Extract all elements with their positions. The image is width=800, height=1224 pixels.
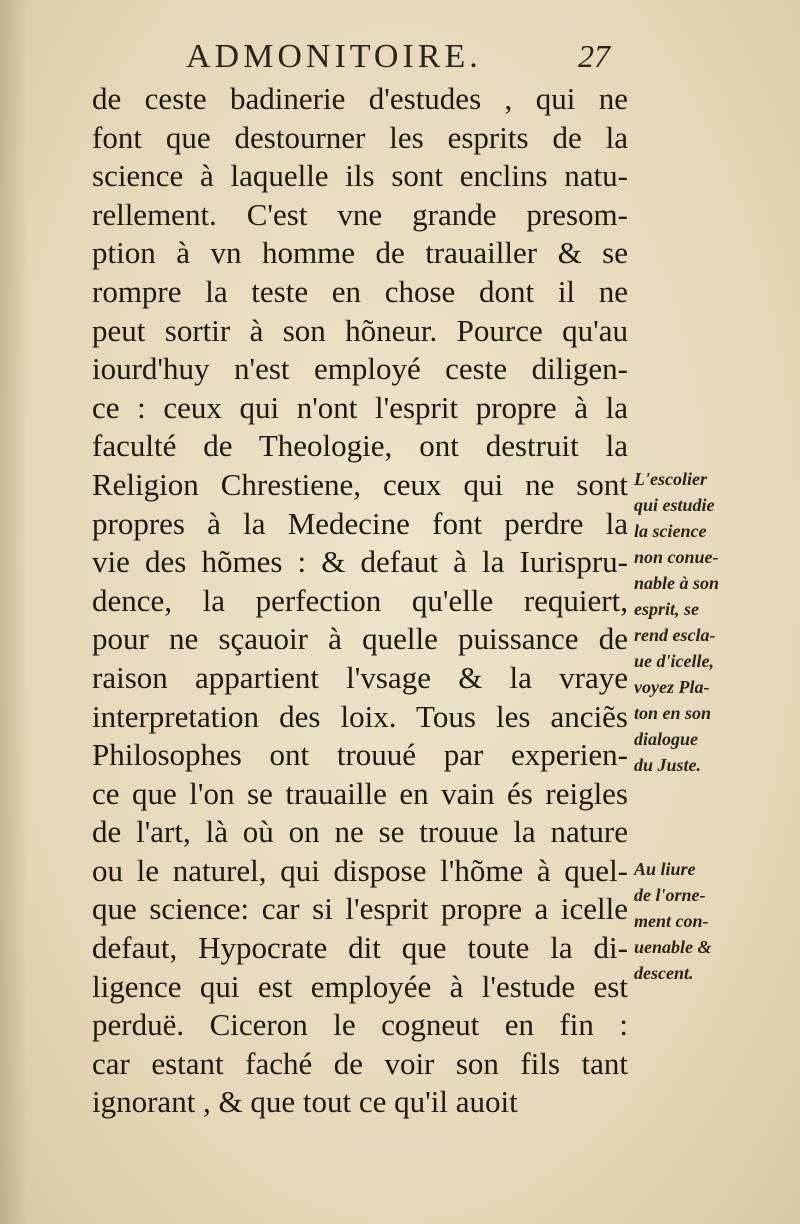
margin-notes xyxy=(634,466,784,986)
text-line: car estant faché de voir son fils tant xyxy=(92,1045,628,1081)
text-line: de ceste badinerie d'estudes , qui ne xyxy=(92,81,628,116)
margin-note-line: dialogue xyxy=(634,729,699,749)
margin-note-line: ue d'icelle, xyxy=(634,651,714,671)
margin-note-line: du Juste. xyxy=(634,755,702,775)
text-line: dence, la perfection qu'elle requiert, xyxy=(92,582,628,618)
margin-note-line: nable à son xyxy=(634,573,720,593)
text-line: rompre la teste en chose dont il ne xyxy=(92,273,628,309)
text-line: de l'art, là où on ne se trouue la nature xyxy=(92,814,628,850)
text-line: pour ne sçauoir à quelle puissance de xyxy=(92,621,628,657)
text-line: faculté de Theologie, ont destruit la xyxy=(92,428,628,464)
text-line: que science: car si l'esprit propre a icelle xyxy=(92,891,628,927)
text-line: ption à vn homme de trauailler & se xyxy=(92,235,628,271)
body-text xyxy=(92,80,628,1122)
margin-note-line: Au liure xyxy=(634,859,696,879)
margin-note-line: la science xyxy=(634,521,707,541)
margin-spacer xyxy=(634,830,784,856)
margin-note-line: ton en son xyxy=(634,703,712,723)
text-line: perduë. Ciceron le cogneut en fin : xyxy=(92,1007,628,1043)
text-line: vie des hõmes : & defaut à la Iurispru- xyxy=(92,544,628,580)
running-title: ADMONITOIRE. xyxy=(186,38,482,75)
page-gutter-shadow xyxy=(0,0,28,1224)
margin-note-line: esprit, se xyxy=(634,599,699,619)
text-line: ignorant , & que tout ce qu'il auoit xyxy=(92,1084,518,1120)
text-line: iourd'huy n'est employé ceste diligen- xyxy=(92,351,628,387)
margin-note-line: rend escla- xyxy=(634,625,716,645)
margin-spacer xyxy=(634,778,784,804)
text-line: raison appartient l'vsage & la vraye xyxy=(92,659,628,695)
margin-note-line: ment con- xyxy=(634,911,709,931)
margin-note-line: descent. xyxy=(634,963,694,983)
text-line: interpretation des loix. Tous les anciẽs xyxy=(92,698,628,734)
text-line: ligence qui est employée à l'estude est xyxy=(92,968,628,1004)
margin-note xyxy=(634,466,784,778)
page-number: 27 xyxy=(578,38,610,74)
margin-note-line: voyez Pla- xyxy=(634,677,710,697)
text-line: defaut, Hypocrate dit que toute la di- xyxy=(92,930,628,966)
text-line: Religion Chrestiene, ceux qui ne sont xyxy=(92,466,628,502)
margin-spacer xyxy=(634,804,784,830)
text-line: ce : ceux qui n'ont l'esprit propre à la xyxy=(92,389,628,425)
text-line: science à laquelle ils sont enclins natu- xyxy=(92,158,628,194)
text-line: rellement. C'est vne grande presom- xyxy=(92,196,628,232)
text-line: peut sortir à son hõneur. Pource qu'au xyxy=(92,312,628,348)
margin-note-line: L'escolier xyxy=(634,469,707,489)
margin-note-line: qui estudie xyxy=(634,495,715,515)
text-line: propres à la Medecine font perdre la xyxy=(92,505,628,541)
text-line: ce que l'on se trauaille en vain és reigles xyxy=(92,775,628,811)
margin-note-line: uenable & xyxy=(634,937,712,957)
text-line: Philosophes ont trouué par experien- xyxy=(92,737,628,773)
text-line: font que destourner les esprits de la xyxy=(92,119,628,155)
text-line: ou le naturel, qui dispose l'hõme à quel- xyxy=(92,852,628,888)
margin-note xyxy=(634,856,784,986)
margin-note-line: non conue- xyxy=(634,547,719,567)
margin-note-line: de l'orne- xyxy=(634,885,706,905)
